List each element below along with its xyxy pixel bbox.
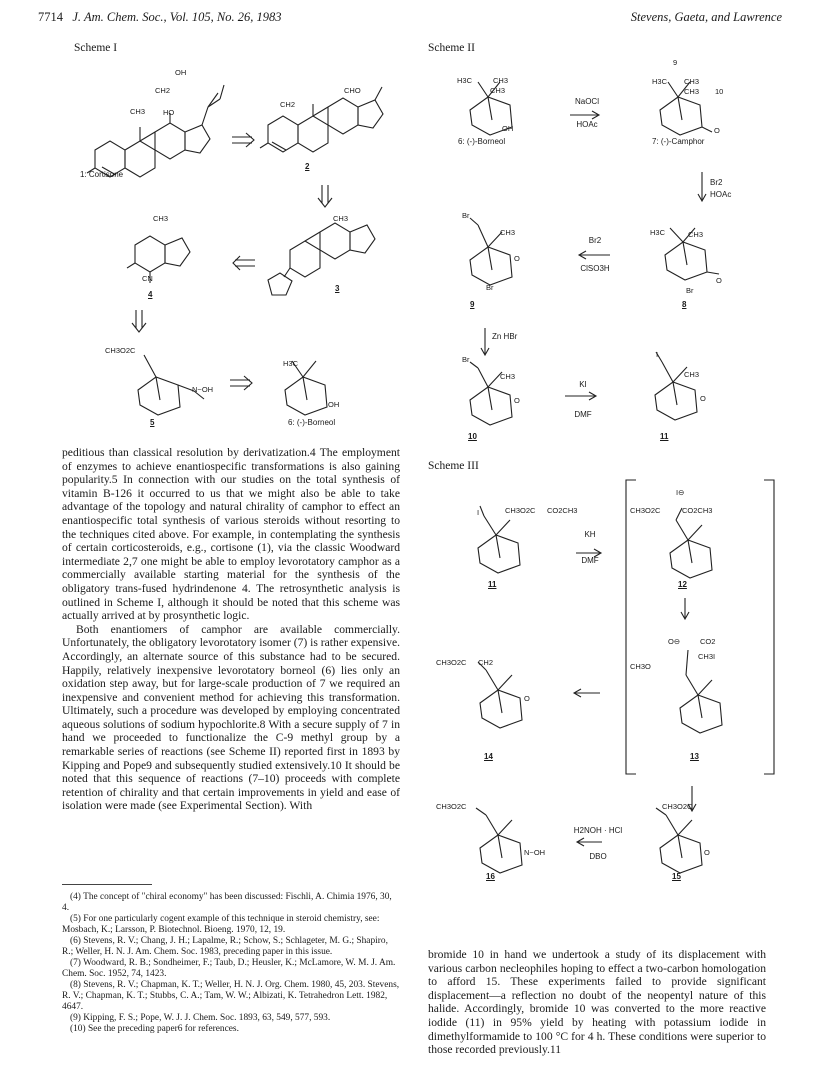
ch2-14: CH2 bbox=[478, 658, 494, 667]
atom-ch-cortisone: CH3 bbox=[130, 107, 146, 116]
atom-o-14: O bbox=[524, 694, 530, 703]
malonate-12-structure bbox=[670, 508, 712, 578]
label-c9: 9 bbox=[673, 58, 678, 67]
atom-ch3-borneol-b: CH3 bbox=[490, 86, 506, 95]
reagent-clso3h: ClSO3H bbox=[580, 264, 610, 273]
footnote-7: (7) Woodward, R. B.; Sondheimer, F.; Taub, D.; Heusler, K.; McLamore, W. M. J. Am. Chem. Soc. 1952, 74, 1423. bbox=[62, 958, 396, 979]
atom-h3c-6: H3C bbox=[283, 359, 299, 368]
atom-ch3-8: CH3 bbox=[688, 230, 704, 239]
compound-4-label: 4 bbox=[148, 290, 153, 299]
scheme-3-title: Scheme III bbox=[428, 460, 479, 472]
compound-12-label: 12 bbox=[678, 580, 687, 589]
retro-arrow-4 bbox=[132, 310, 146, 332]
paragraph-3: bromide 10 in hand we undertook a study of its displacement with various carbon necleophiles hoping to effect a two-carbon homologation to afford 15. These experiments failed to provide significant displacement—a reflection no doubt of the neopentyl nature of this halide. Accordingly, bromide 10 was converted to the more reactive iodide (11) in 95% yield by heating with potassium iodide in dimethylformamide to 100 °C for 4 h. These conditions were superior to those recorded previously.11 bbox=[428, 948, 766, 1057]
malonate-right: CO2CH3 bbox=[547, 506, 578, 515]
reagent-naocl: NaOCl bbox=[574, 97, 599, 106]
reagent-ki: KI bbox=[579, 380, 587, 389]
journal-citation: J. Am. Chem. Soc., Vol. 105, No. 26, 1983 bbox=[72, 10, 282, 24]
atom-ch3-camphor-b: CH3 bbox=[684, 87, 700, 96]
compound-14-label: 14 bbox=[484, 752, 493, 761]
malonate-16: CH3O2C bbox=[436, 802, 467, 811]
compound-9-label: 9 bbox=[470, 300, 475, 309]
footnote-6: (6) Stevens, R. V.; Chang, J. H.; Lapalme, R.; Schow, S.; Schlageter, M. G.; Shapiro, R.; Weller, H. N. J. Am. Chem. Soc. 1983, preceding paper in this issue. bbox=[62, 936, 388, 957]
hydrindenone-structure bbox=[127, 236, 190, 283]
compound-15-label: 15 bbox=[672, 872, 681, 881]
iodide-ion: I⊖ bbox=[676, 488, 685, 497]
arrow-9-to-10 bbox=[481, 328, 489, 355]
atom-oh-6: OH bbox=[328, 400, 340, 409]
compound-5-label: 5 bbox=[150, 418, 155, 427]
body-left-column bbox=[62, 446, 400, 813]
reagent-zn-hbr: Zn HBr bbox=[492, 332, 518, 341]
arrow-12-to-13 bbox=[681, 598, 689, 619]
label-c10: 10 bbox=[715, 87, 724, 96]
atom-h3c-8: H3C bbox=[650, 228, 666, 237]
atom-ch3o2c-5: CH3O2C bbox=[105, 346, 136, 355]
malonate-left: CH3O2C bbox=[505, 506, 536, 515]
enolate-13-structure bbox=[680, 650, 722, 733]
footnote-9: (9) Kipping, F. S.; Pope, W. J. J. Chem. Soc. 1893, 63, 549, 577, 593. bbox=[70, 1013, 331, 1023]
footnote-5: (5) For one particularly cogent example of this technique in steroid chemistry, see: Mosbach, K.; Larsson, P. Biotechnol. Bioeng. 1970, 12, 19. bbox=[62, 914, 380, 935]
arrow-7-to-8 bbox=[698, 172, 706, 201]
woodward-intermediate-structure bbox=[260, 87, 383, 152]
malonate-12-right: CO2CH3 bbox=[682, 506, 713, 515]
atom-ch2-2: CH2 bbox=[280, 100, 296, 109]
running-header-left bbox=[38, 10, 282, 25]
retro-arrow-5 bbox=[230, 376, 252, 390]
iodide-11-structure-s3 bbox=[478, 506, 520, 573]
compound-11-label-s3: 11 bbox=[488, 580, 497, 589]
atom-n-oh-5: N~OH bbox=[192, 385, 214, 394]
compound-7-label: 7: (-)-Camphor bbox=[652, 137, 705, 146]
reagent-kh: KH bbox=[584, 530, 596, 539]
retro-arrow-2 bbox=[318, 185, 332, 207]
atom-oh: OH bbox=[175, 68, 187, 77]
atom-br-8: Br bbox=[686, 286, 694, 295]
arrow-8-to-9 bbox=[579, 251, 610, 259]
atom-h3c-borneol: H3C bbox=[457, 76, 473, 85]
arrow-6-to-7 bbox=[570, 111, 599, 119]
atom-ch3-camphor-a: CH3 bbox=[684, 77, 700, 86]
arrow-13-to-14 bbox=[574, 689, 600, 697]
ketoester-15-structure bbox=[656, 808, 702, 873]
reagent-dbo: DBO bbox=[589, 852, 607, 861]
ch3i-label: CH3I bbox=[698, 652, 716, 661]
atom-ch3-10: CH3 bbox=[500, 372, 516, 381]
compound-8-label: 8 bbox=[682, 300, 687, 309]
atom-ho: HO bbox=[163, 108, 175, 117]
atom-o-9: O bbox=[514, 254, 520, 263]
scheme-2-drawing bbox=[440, 60, 780, 440]
footnote-8: (8) Stevens, R. V.; Chapman, K. T.; Weller, H. N. J. Org. Chem. 1980, 45, 203. Stevens, R. V.; Chapman, K. T.; Stubbs, C. A.; Tam, W. W.; Albizati, K. Tetrahedron Lett. 1982, 4647. bbox=[62, 980, 400, 1012]
co2-label: CO2 bbox=[700, 637, 716, 646]
reagent-hoac-2: HOAc bbox=[710, 190, 732, 199]
oxime-16-structure bbox=[476, 808, 522, 873]
retro-arrow-3 bbox=[233, 256, 255, 270]
atom-ch3-3: CH3 bbox=[333, 214, 349, 223]
atom-i-s3: I bbox=[477, 508, 480, 517]
scheme-1-title: Scheme I bbox=[74, 42, 118, 54]
malonate-15: CH3O2C bbox=[662, 802, 693, 811]
compound-2-label: 2 bbox=[305, 162, 310, 171]
scheme-1-drawing bbox=[40, 55, 420, 415]
atom-o-15: O bbox=[704, 848, 710, 857]
atom-h3c-camphor: H3C bbox=[652, 77, 668, 86]
compound-10-label: 10 bbox=[468, 432, 477, 441]
alkoxide-ominus: O⊖ bbox=[668, 637, 681, 646]
compound-1-label: 1: Cortisone bbox=[80, 170, 124, 179]
scheme-2-title: Scheme II bbox=[428, 42, 475, 54]
footnote-rule bbox=[62, 884, 152, 885]
atom-ch3-9: CH3 bbox=[500, 228, 516, 237]
footnote-4: (4) The concept of "chiral economy" has been discussed: Fischli, A. Chimia 1976, 30, 4. bbox=[62, 892, 392, 913]
reagent-dmf-1: DMF bbox=[574, 410, 592, 419]
atom-o-camphor: O bbox=[714, 126, 720, 135]
atom-o-10: O bbox=[514, 396, 520, 405]
atom-cho: CHO bbox=[344, 86, 361, 95]
compound-11-label: 11 bbox=[660, 432, 669, 441]
n-oh-16: N~OH bbox=[524, 848, 546, 857]
atom-ch3-11: CH3 bbox=[684, 370, 700, 379]
malonate-12-left: CH3O2C bbox=[630, 506, 661, 515]
atom-br-10: Br bbox=[462, 355, 470, 364]
atom-br-9b: Br bbox=[486, 283, 494, 292]
body-right-column bbox=[428, 948, 766, 1057]
retro-arrow-1 bbox=[232, 133, 254, 147]
reagent-dmf-2: DMF bbox=[581, 556, 599, 565]
ketal-intermediate-structure bbox=[268, 223, 375, 295]
paragraph-2: Both enantiomers of camphor are available commercially. Unfortunately, the obligatory levorotatory isomer (7) is rather expensive. Accordingly, an alternate source of this substance had to be secured. Happily, relatively inexpensive levorotatory borneol (6) lies only an oxidation step away, but for large-scale production of 7 we required an inexpensive and convenient method for achieving this transformation. Ultimately, such a procedure was developed by employing concentrated aqueous solutions of sodium hypochlorite.8 With a secure supply of 7 in hand we proceeded to functionalize the C-9 methyl group by a remarkable series of reactions (see Scheme II) reported first in 1893 by Kipping and Pope9 and subsequently studied extensively.10 It should be noted that this sequence of reactions (7–10) proceeds with complete retention of chirality and that certain improvements in yield and ease of isolation were made (see Experimental Section). With bbox=[62, 622, 400, 813]
malonate-14: CH3O2C bbox=[436, 658, 467, 667]
atom-o-11: O bbox=[700, 394, 706, 403]
atom-cn: CN bbox=[142, 274, 153, 283]
borneol-structure-1 bbox=[285, 361, 327, 415]
running-header-authors: Stevens, Gaeta, and Lawrence bbox=[630, 10, 782, 24]
ch3o-label: CH3O bbox=[630, 662, 651, 671]
iodocamphor-11-structure bbox=[655, 352, 700, 420]
atom-br-9a: Br bbox=[462, 211, 470, 220]
ester-14-structure bbox=[478, 662, 522, 728]
cortisone-structure bbox=[87, 85, 224, 177]
reagent-br2-2: Br2 bbox=[588, 236, 602, 245]
scheme-3-drawing bbox=[440, 478, 780, 878]
page-number: 7714 bbox=[38, 10, 63, 24]
atom-ch3-borneol-a: CH3 bbox=[493, 76, 509, 85]
reagent-br2-1: Br2 bbox=[710, 178, 723, 187]
arrow-10-to-11 bbox=[565, 392, 596, 400]
compound-13-label: 13 bbox=[690, 752, 699, 761]
atom-i-11: I bbox=[656, 350, 659, 359]
reagent-nh2oh: H2NOH · HCl bbox=[573, 826, 623, 835]
paragraph-1: peditious than classical resolution by derivatization.4 The employment of enzymes to achieve enantiospecific transformations is also gaining popularity.5 In connection with our studies on the total synthesis of vitamin B-126 it occurred to us that we might also be able to take advantage of the topology and natural chirality of camphor to effect an enantiospecific total synthesis of various steroids without resorting to the techniques cited above. For example, in contemplating the synthesis of certain corticosteroids, e.g., cortisone (1), via the classic Woodward intermediate 2,7 one might be able to employ levorotatory camphor as a commercially available starting material for the synthesis of the obligatory trans-fused hydrindenone 4. The retrosynthetic analysis is outlined in Scheme I, although it should be noted that this scheme was actually arrived at by prosynthetic logic. bbox=[62, 446, 400, 623]
footnote-10: (10) See the preceding paper6 for references. bbox=[70, 1024, 239, 1034]
atom-ch3-4: CH3 bbox=[153, 214, 169, 223]
compound-16-label: 16 bbox=[486, 872, 495, 881]
compound-6-label-s2: 6: (-)-Borneol bbox=[458, 137, 506, 146]
atom-oh-borneol: OH bbox=[502, 124, 514, 133]
footnotes bbox=[62, 892, 400, 1035]
arrow-15-to-16 bbox=[577, 838, 602, 846]
compound-3-label: 3 bbox=[335, 284, 340, 293]
reagent-hoac-1: HOAc bbox=[576, 120, 598, 129]
atom-ch2-cortisone: CH2 bbox=[155, 86, 171, 95]
compound-6-label: 6: (-)-Borneol bbox=[288, 418, 336, 427]
atom-o-8: O bbox=[716, 276, 722, 285]
